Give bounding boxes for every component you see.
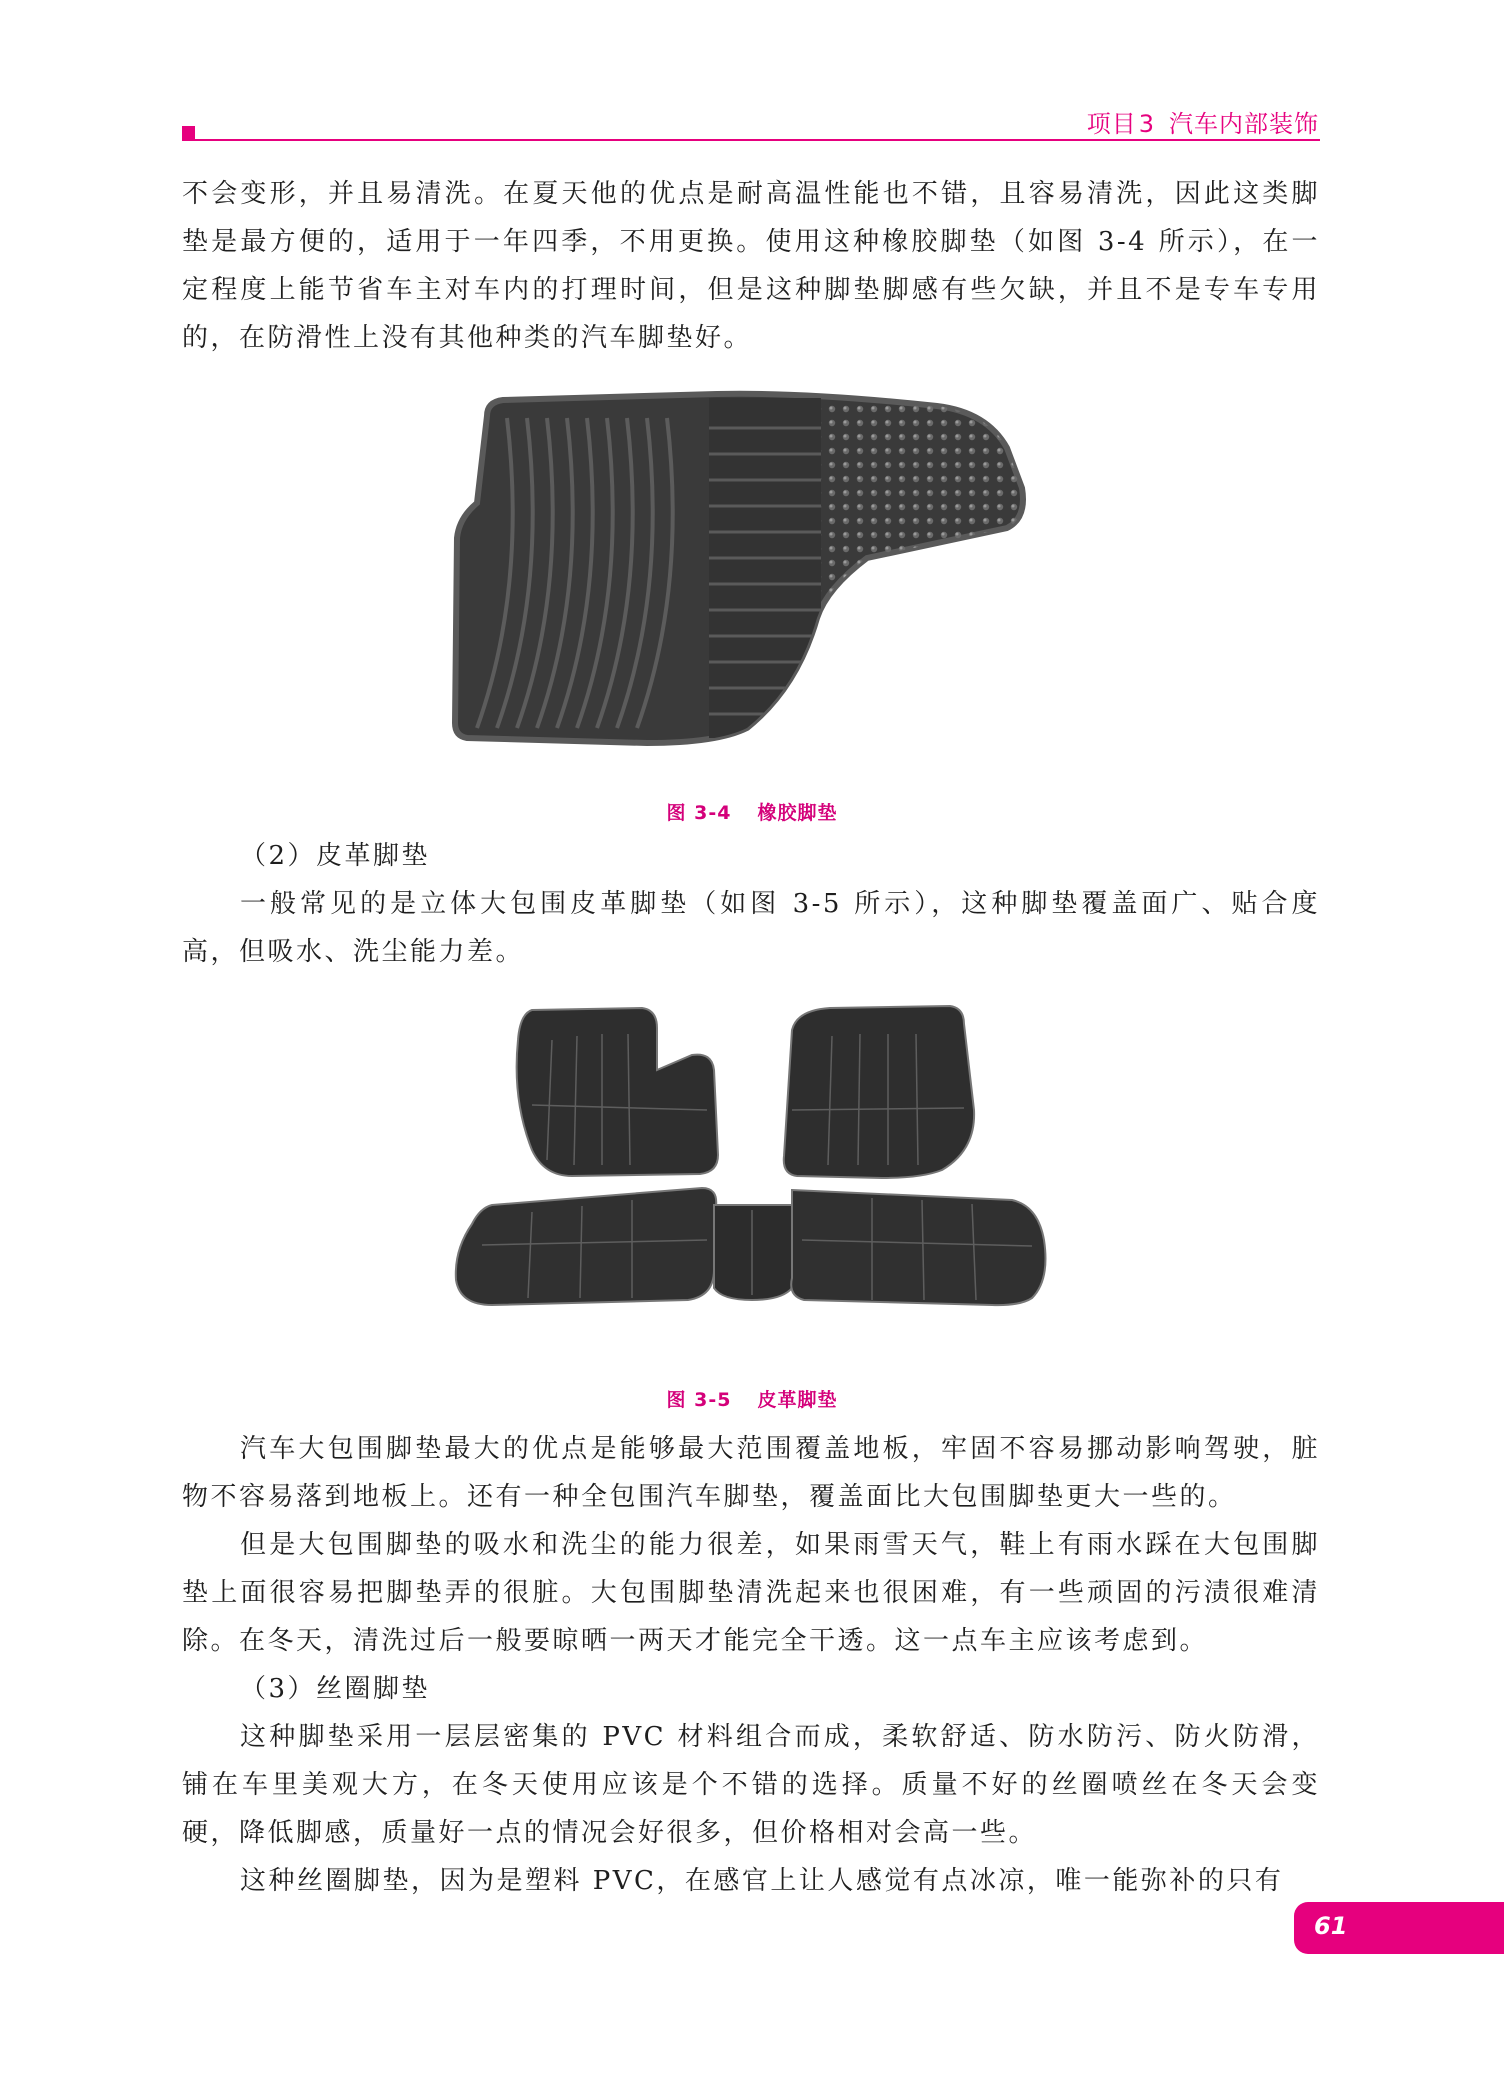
page-number-tab xyxy=(1294,1902,1504,1954)
header-rule xyxy=(195,139,1320,141)
paragraph: 不会变形，并且易清洗。在夏天他的优点是耐高温性能也不错，且容易清洗，因此这类脚垫是最方便的，适用于一年四季，不用更换。使用这种橡胶脚垫（如图 3-4 所示），在一定程度上能节省车主对车内的打理时间，但是这种脚垫脚感有些欠缺，并且不是专车专用的，在防滑性上没有其他种类的汽车脚垫好。 xyxy=(182,179,1320,353)
rubber-mat-image xyxy=(447,388,1057,758)
header-chapter-title: 汽车内部装饰 xyxy=(1169,110,1319,138)
figure-number: 图 3-4 xyxy=(666,802,732,824)
paragraph: 但是大包围脚垫的吸水和洗尘的能力很差，如果雨雪天气，鞋上有雨水踩在大包围脚垫上面很容易把脚垫弄的很脏。大包围脚垫清洗起来也很困难，有一些顽固的污渍很难清除。在冬天，清洗过后一般要晾晒一两天才能完全干透。这一点车主应该考虑到。 xyxy=(182,1530,1320,1656)
figure-3-4-caption xyxy=(0,798,1504,825)
paragraph: 一般常见的是立体大包围皮革脚垫（如图 3-5 所示），这种脚垫覆盖面广、贴合度高，但吸水、洗尘能力差。 xyxy=(182,889,1320,967)
top-text-block xyxy=(182,170,1320,362)
running-header xyxy=(1087,104,1319,139)
figure-title: 橡胶脚垫 xyxy=(757,802,838,824)
paragraph: 汽车大包围脚垫最大的优点是能够最大范围覆盖地板，牢固不容易挪动影响驾驶，脏物不容易落到地板上。还有一种全包围汽车脚垫，覆盖面比大包围脚垫更大一些的。 xyxy=(182,1434,1320,1512)
section-heading: （3）丝圈脚垫 xyxy=(240,1674,431,1704)
header-project-label: 项目 xyxy=(1086,110,1137,138)
main-text-block xyxy=(182,1425,1320,1905)
section-heading: （2）皮革脚垫 xyxy=(240,841,431,871)
header-project-number: 3 xyxy=(1138,110,1155,138)
figure-title: 皮革脚垫 xyxy=(757,1389,838,1411)
paragraph: 这种丝圈脚垫，因为是塑料 PVC，在感官上让人感觉有点冰凉，唯一能弥补的只有 xyxy=(240,1866,1284,1896)
section-2-block xyxy=(182,832,1320,976)
leather-mats-image xyxy=(452,1000,1052,1345)
page-number: 61 xyxy=(1314,1912,1348,1940)
paragraph: 这种脚垫采用一层层密集的 PVC 材料组合而成，柔软舒适、防水防污、防火防滑，铺在车里美观大方，在冬天使用应该是个不错的选择。质量不好的丝圈喷丝在冬天会变硬，降低脚感，质量好一点的情况会好很多，但价格相对会高一些。 xyxy=(182,1722,1320,1848)
figure-number: 图 3-5 xyxy=(666,1389,732,1411)
figure-3-5-caption xyxy=(0,1385,1504,1412)
header-rule-marker xyxy=(182,126,195,141)
